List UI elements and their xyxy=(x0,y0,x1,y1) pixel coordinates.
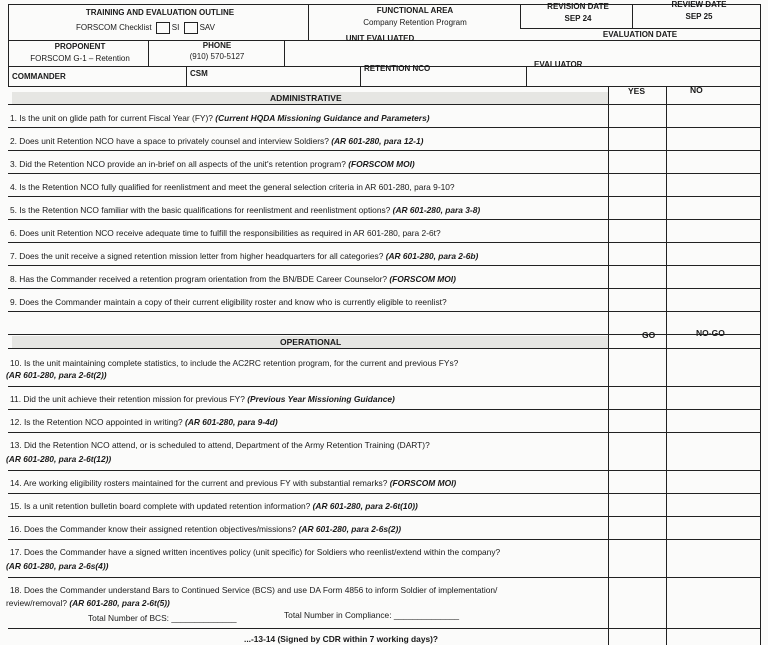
admin-question-1: 1. Is the unit on glide path for current Fiscal Year (FY)? (Current HQDA Missioning Guidance and Parameters) xyxy=(10,113,430,123)
evaluation-date-label: EVALUATION DATE xyxy=(602,30,678,39)
col-divider-mid xyxy=(666,86,667,645)
operational-title: OPERATIONAL xyxy=(280,337,342,347)
op-rule-9 xyxy=(8,628,760,629)
op-question-12: 12. Is the Retention NCO appointed in writing? (AR 601-280, para 9-4d) xyxy=(10,417,278,427)
op-rule-2 xyxy=(8,409,760,410)
header-left-border xyxy=(8,4,9,86)
retention-nco-label: RETENTION NCO xyxy=(364,64,431,73)
op-question-13-ref: (AR 601-280, para 2-6t(12)) xyxy=(6,454,112,464)
col-nogo-label: NO-GO xyxy=(696,328,725,338)
op-question-10-ref: (AR 601-280, para 2-6t(2)) xyxy=(6,370,107,380)
header-divider-6 xyxy=(186,66,187,86)
admin-question-6: 6. Does unit Retention NCO receive adequate time to fulfill the responsibilities as required in AR 601-280, para 2-6t? xyxy=(10,228,441,238)
compliance-total-field[interactable]: Total Number in Compliance: ______________ xyxy=(284,610,460,620)
header-divider-8 xyxy=(526,66,527,86)
op-question-16: 16. Does the Commander know their assigned retention objectives/missions? (AR 601-280, para 2-6s(2)) xyxy=(10,524,402,534)
op-question-18: 18. Does the Commander understand Bars to Continued Service (BCS) and use DA Form 4856 to inform Soldier of implementation/ xyxy=(10,585,498,595)
op-rule-7 xyxy=(8,539,760,540)
op-question-17: 17. Does the Commander have a signed written incentives policy (unit specific) for Soldiers who reenlist/extend within the company? xyxy=(10,547,501,557)
op-question-15: 15. Is a unit retention bulletin board complete with updated retention information? (AR 601-280, para 2-6t(10)) xyxy=(10,501,418,511)
col-yes-label: YES xyxy=(628,86,646,96)
si-checkbox[interactable] xyxy=(156,22,170,34)
header-divider-1 xyxy=(308,4,309,40)
csm-label: CSM xyxy=(190,69,208,78)
functional-area-value: Company Retention Program xyxy=(363,18,467,27)
commander-label: COMMANDER xyxy=(12,72,66,81)
op-question-18-line2: review/removal? (AR 601-280, para 2-6t(5)) xyxy=(6,598,170,608)
admin-rule-0 xyxy=(8,104,760,105)
op-question-11: 11. Did the unit achieve their retention mission for previous FY? (Previous Year Missioning Guidance) xyxy=(10,394,395,404)
col-divider-left xyxy=(608,86,609,645)
checklist-row xyxy=(76,22,215,34)
revision-date-label: REVISION DATE xyxy=(547,2,609,11)
admin-rule-8 xyxy=(8,288,760,289)
admin-question-3: 3. Did the Retention NCO provide an in-brief on all aspects of the unit's retention program? (FORSCOM MOI) xyxy=(10,159,415,169)
partial-next-question: ...-13-14 (Signed by CDR within 7 working days)? xyxy=(244,634,439,644)
header-divider-2 xyxy=(520,4,521,28)
phone-value: (910) 570-5127 xyxy=(189,52,245,61)
admin-rule-6 xyxy=(8,242,760,243)
bcs-total-field[interactable]: Total Number of BCS: ______________ xyxy=(88,613,237,623)
op-rule-6 xyxy=(8,516,760,517)
phone-label: PHONE xyxy=(202,41,232,50)
admin-question-2: 2. Does unit Retention NCO have a space to privately counsel and interview Soldiers? (AR 601-280, para 12-1) xyxy=(10,136,424,146)
op-rule-3 xyxy=(8,432,760,433)
op-rule-1 xyxy=(8,386,760,387)
proponent-label: PROPONENT xyxy=(54,42,106,51)
admin-rule-7 xyxy=(8,265,760,266)
revision-date-value: SEP 24 xyxy=(564,14,592,23)
op-rule-4 xyxy=(8,470,760,471)
admin-question-9: 9. Does the Commander maintain a copy of their current eligibility roster and know who is currently eligible to reenlist? xyxy=(10,297,447,307)
op-rule-8 xyxy=(8,577,760,578)
review-date-value: SEP 25 xyxy=(685,12,713,21)
op-rule-5 xyxy=(8,493,760,494)
training-title: TRAINING AND EVALUATION OUTLINE xyxy=(85,8,235,17)
unit-evaluated-label: UNIT EVALUATED xyxy=(345,34,415,43)
administrative-title: ADMINISTRATIVE xyxy=(270,93,342,103)
op-question-10: 10. Is the unit maintaining complete statistics, to include the AC2RC retention program, for the current and previous FYs? xyxy=(10,358,459,368)
admin-question-7: 7. Does the unit receive a signed retention mission letter from higher headquarters for all categories? (AR 601-280, para 2-6b) xyxy=(10,251,479,261)
admin-rule-9 xyxy=(8,311,760,312)
op-rule-0 xyxy=(8,348,760,349)
header-date-border xyxy=(520,28,760,29)
functional-area-label: FUNCTIONAL AREA xyxy=(376,6,454,15)
si-label: SI xyxy=(171,23,180,33)
op-question-13: 13. Did the Retention NCO attend, or is scheduled to attend, Department of the Army Retention Training (DART)? xyxy=(10,440,430,450)
admin-rule-4 xyxy=(8,196,760,197)
checklist-label: FORSCOM Checklist xyxy=(76,23,152,33)
col-no-label: NO xyxy=(690,85,703,95)
admin-question-4: 4. Is the Retention NCO fully qualified for reenlistment and meet the general selection criteria in AR 601-280, para 9-10? xyxy=(10,182,455,192)
admin-rule-1 xyxy=(8,127,760,128)
header-divider-3 xyxy=(632,4,633,28)
sav-checkbox[interactable] xyxy=(184,22,198,34)
admin-question-8: 8. Has the Commander received a retention program orientation from the BN/BDE Career Counselor? (FORSCOM MOI) xyxy=(10,274,456,284)
header-divider-7 xyxy=(360,66,361,86)
evaluator-label: EVALUATOR xyxy=(534,60,583,69)
admin-rule-5 xyxy=(8,219,760,220)
proponent-value: FORSCOM G-1 – Retention xyxy=(30,54,130,63)
admin-question-5: 5. Is the Retention NCO familiar with the basic qualifications for reenlistment and reenlistment options? (AR 601-280, para 3-8) xyxy=(10,205,481,215)
header-divider-5 xyxy=(284,40,285,66)
op-question-14: 14. Are working eligibility rosters maintained for the current and previous FY with substantial remarks? (FORSCOM MOI) xyxy=(10,478,457,488)
admin-rule-3 xyxy=(8,173,760,174)
admin-rule-2 xyxy=(8,150,760,151)
col-go-label: GO xyxy=(642,330,656,340)
sav-label: SAV xyxy=(199,23,216,33)
col-divider-right xyxy=(760,4,761,645)
op-question-17-ref: (AR 601-280, para 2-6s(4)) xyxy=(6,561,109,571)
header-divider-4 xyxy=(148,40,149,66)
header-row3-border xyxy=(8,86,760,87)
review-date-label: REVIEW DATE xyxy=(671,0,727,9)
